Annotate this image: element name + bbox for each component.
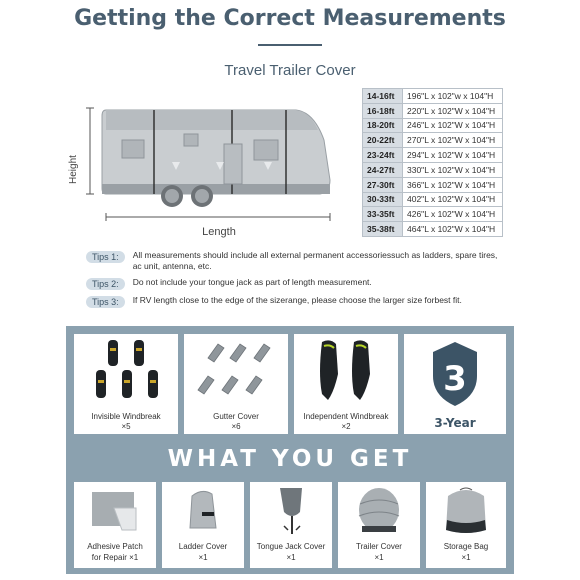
- size-dimensions: 294"L x 102"W x 104"H: [403, 148, 503, 163]
- page-title: Getting the Correct Measurements: [74, 6, 506, 31]
- table-row: [363, 222, 503, 237]
- size-dimensions: 246"L x 102"W x 104"H: [403, 118, 503, 133]
- size-dimensions: 330"L x 102"W x 104"H: [403, 162, 503, 177]
- table-row: [363, 118, 503, 133]
- gutter-cover-icon: [184, 334, 288, 406]
- trailer-diagram: [68, 100, 336, 240]
- height-label: Height: [68, 155, 79, 184]
- windbreak-strap-icon: [74, 334, 178, 404]
- item-qty: ×5: [121, 422, 131, 431]
- table-row: [363, 207, 503, 222]
- size-dimensions: 366"L x 102"W x 104"H: [403, 177, 503, 192]
- tip-badge: Tips 1:: [86, 251, 125, 263]
- size-range: 33-35ft: [363, 207, 403, 222]
- what-you-get-panel: [66, 326, 514, 574]
- tip-badge: Tips 3:: [86, 296, 125, 308]
- size-range: 18-20ft: [363, 118, 403, 133]
- table-row: [363, 192, 503, 207]
- item-qty: ×1: [286, 553, 296, 562]
- size-range: 14-16ft: [363, 89, 403, 104]
- table-row: [363, 133, 503, 148]
- size-range: 16-18ft: [363, 103, 403, 118]
- warranty-number: 3: [443, 359, 467, 399]
- table-row: [363, 89, 503, 104]
- item-name: Invisible Windbreak: [91, 412, 161, 421]
- item-name: Adhesive Patch: [87, 542, 143, 551]
- tip-item: [86, 295, 506, 308]
- item-name: Ladder Cover: [178, 542, 228, 551]
- size-range: 35-38ft: [363, 222, 403, 237]
- item-name: Trailer Cover: [356, 542, 402, 551]
- item-qty: ×1: [461, 553, 471, 562]
- card-ladder-cover: [162, 482, 244, 568]
- size-range: 20-22ft: [363, 133, 403, 148]
- tip-badge: Tips 2:: [86, 278, 125, 290]
- card-trailer-cover: [338, 482, 420, 568]
- size-table: [362, 88, 503, 237]
- independent-windbreak-icon: [294, 334, 398, 406]
- size-dimensions: 426"L x 102"W x 104"H: [403, 207, 503, 222]
- card-tongue-jack-cover: [250, 482, 332, 568]
- item-qty: ×1: [198, 553, 208, 562]
- item-name: Independent Windbreak: [303, 412, 389, 421]
- size-dimensions: 220"L x 102"W x 104"H: [403, 103, 503, 118]
- size-dimensions: 196"L x 102"w x 104"H: [403, 89, 503, 104]
- tip-item: [86, 277, 506, 290]
- size-dimensions: 402"L x 102"W x 104"H: [403, 192, 503, 207]
- warranty-label: 3-Year: [434, 416, 476, 430]
- size-range: 30-33ft: [363, 192, 403, 207]
- card-storage-bag: [426, 482, 506, 568]
- length-label: Length: [202, 226, 236, 238]
- table-row: [363, 103, 503, 118]
- title-divider: [258, 44, 322, 46]
- item-qty: for Repair ×1: [91, 553, 139, 562]
- table-row: [363, 148, 503, 163]
- tip-text: All measurements should include all external permanent accessoriessuch as ladders, spare tires, ac unit, antenna, etc.: [132, 250, 498, 271]
- card-independent-windbreak: [294, 334, 398, 434]
- size-dimensions: 270"L x 102"W x 104"H: [403, 133, 503, 148]
- page-subtitle: Travel Trailer Cover: [224, 62, 356, 79]
- table-row: [363, 162, 503, 177]
- trailer-cover-icon: [338, 482, 420, 540]
- card-adhesive-patch: [74, 482, 156, 568]
- what-you-get-heading: WHAT YOU GET: [167, 446, 413, 472]
- size-range: 27-30ft: [363, 177, 403, 192]
- tongue-jack-cover-icon: [250, 482, 332, 540]
- shield-icon: [404, 334, 506, 410]
- item-qty: ×2: [341, 422, 351, 431]
- item-name: Tongue Jack Cover: [256, 542, 326, 551]
- size-range: 24-27ft: [363, 162, 403, 177]
- adhesive-patch-icon: [74, 482, 156, 540]
- storage-bag-icon: [426, 482, 506, 540]
- tip-text: If RV length close to the edge of the sizerange, please choose the larger size forbest fit.: [132, 295, 462, 305]
- item-qty: ×1: [374, 553, 384, 562]
- tip-text: Do not include your tongue jack as part of length measurement.: [132, 277, 372, 287]
- card-gutter-cover: [184, 334, 288, 434]
- card-warranty: [404, 334, 506, 434]
- card-invisible-windbreak: [74, 334, 178, 434]
- size-range: 23-24ft: [363, 148, 403, 163]
- tip-item: [86, 250, 506, 272]
- item-qty: ×6: [231, 422, 241, 431]
- tips-list: [86, 250, 506, 313]
- table-row: [363, 177, 503, 192]
- item-name: Storage Bag: [443, 542, 489, 551]
- item-name: Gutter Cover: [213, 412, 259, 421]
- trailer-illustration: [74, 100, 336, 226]
- size-dimensions: 464"L x 102"W x 104"H: [403, 222, 503, 237]
- ladder-cover-icon: [162, 482, 244, 540]
